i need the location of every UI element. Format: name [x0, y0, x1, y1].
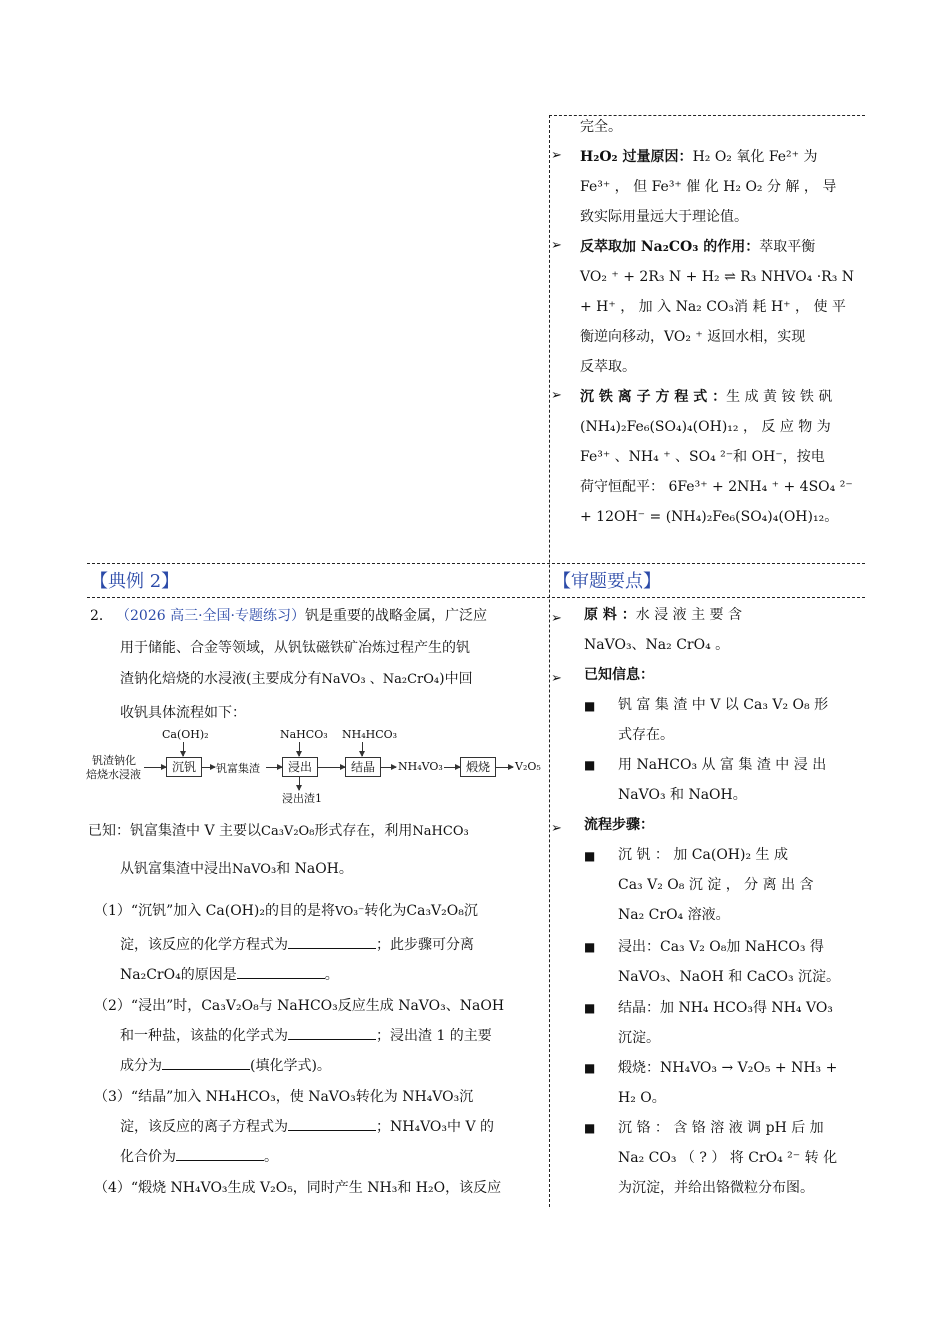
- example-header: 【典例 2】: [90, 571, 180, 592]
- arrow-bullet-icon: ➢: [551, 148, 562, 163]
- text-line: 完全。: [580, 119, 622, 135]
- flow-arrow: [266, 767, 282, 768]
- text-line: NaVO₃、NaOH 和 CaCO₃ 沉淀。: [618, 969, 841, 985]
- flow-intermediate: 钒富集渣: [216, 762, 260, 775]
- flow-intermediate: NH₄VO₃: [398, 760, 443, 773]
- text-line: H₂ O。: [618, 1090, 666, 1106]
- flow-arrow: [362, 742, 363, 756]
- square-bullet-icon: ■: [584, 699, 596, 713]
- flow-residue: 浸出渣1: [282, 792, 322, 805]
- text-line: NaVO₃ 和 NaOH。: [618, 787, 747, 803]
- text-line: 成分为 (填化学式)。: [120, 1058, 331, 1074]
- text-line: 收钒具体流程如下：: [120, 705, 246, 721]
- text-line: 淀，该反应的化学方程式为 ；此步骤可分离: [120, 937, 474, 953]
- text-line: 荷守恒配平： 6Fe³⁺ + 2NH₄ ⁺ + 4SO₄ ²⁻: [580, 479, 853, 495]
- sub-question-4: （4）“煅烧 NH₄VO₃生成 V₂O₅，同时产生 NH₃和 H₂O，该反应: [94, 1180, 502, 1196]
- flow-reagent: NaHCO₃: [280, 728, 328, 741]
- section-divider-top: [87, 563, 865, 564]
- square-bullet-icon: ■: [584, 849, 596, 863]
- text-line: Ca₃ V₂ O₈ 沉 淀 ， 分 离 出 含: [618, 877, 814, 893]
- fe-equation-point: 沉 铁 离 子 方 程 式 ：生 成 黄 铵 铁 矾: [580, 389, 833, 405]
- flow-arrow: [380, 767, 396, 768]
- text-line: + H⁺ ， 加 入 Na₂ CO₃消 耗 H⁺ ， 使 平: [580, 299, 846, 315]
- text-line: 沉 钒 ： 加 Ca(OH)₂ 生 成: [618, 847, 788, 863]
- flow-start-label: 钒渣钠化: [92, 754, 136, 767]
- text-line: 化合价为 。: [120, 1149, 278, 1165]
- text-line: Na₂ CrO₄ 溶液。: [618, 907, 730, 923]
- answer-blank[interactable]: [288, 936, 376, 949]
- h2o2-point: H₂O₂ 过量原因：H₂ O₂ 氧化 Fe²⁺ 为: [580, 149, 818, 165]
- text-line: 浸出：Ca₃ V₂ O₈加 NaHCO₃ 得: [618, 939, 824, 955]
- flow-step-leach: 浸出: [282, 757, 318, 777]
- text-line: 致实际用量远大于理论值。: [580, 209, 748, 225]
- answer-blank[interactable]: [176, 1148, 264, 1161]
- arrow-bullet-icon: ➢: [551, 388, 562, 403]
- square-bullet-icon: ■: [584, 758, 596, 772]
- text-line: 式存在。: [618, 727, 674, 743]
- square-bullet-icon: ■: [584, 1061, 596, 1075]
- process-flowchart: [86, 726, 546, 806]
- arrow-bullet-icon: ➢: [551, 821, 562, 836]
- text-line: 从钒富集渣中浸出NaVO₃和 NaOH。: [120, 861, 353, 877]
- answer-blank[interactable]: [162, 1057, 250, 1070]
- text-line: 渣钠化焙烧的水浸液(主要成分有NaVO₃ 、Na₂CrO₄)中回: [120, 671, 473, 687]
- answer-blank[interactable]: [288, 1027, 376, 1040]
- flow-step-calcine: 煅烧: [460, 757, 496, 777]
- flow-arrow: [183, 742, 184, 756]
- flow-product: V₂O₅: [515, 760, 541, 773]
- flow-arrow: [317, 767, 345, 768]
- text-line: 结晶：加 NH₄ HCO₃得 NH₄ VO₃: [618, 1000, 833, 1016]
- flow-arrow: [299, 742, 300, 756]
- flow-arrow: [144, 767, 166, 768]
- flow-reagent: NH₄HCO₃: [342, 728, 398, 741]
- text-line: 淀，该反应的离子方程式为 ；NH₄VO₃中 V 的: [120, 1119, 495, 1135]
- section-divider-bottom: [87, 597, 865, 598]
- sub-question-3: （3）“结晶”加入 NH₄HCO₃，使 NaVO₃转化为 NH₄VO₃沉: [94, 1089, 474, 1105]
- text-line: Na₂CrO₄的原因是 。: [120, 967, 339, 983]
- text-line: 钒 富 集 渣 中 V 以 Ca₃ V₂ O₈ 形: [618, 697, 829, 713]
- text-line: 为沉淀，并给出铬微粒分布图。: [618, 1180, 814, 1196]
- raw-material-point: 原 料 ：水 浸 液 主 要 含: [584, 607, 743, 623]
- text-line: 用于储能、合金等领域，从钒钛磁铁矿冶炼过程产生的钒: [120, 640, 470, 656]
- arrow-bullet-icon: ➢: [551, 238, 562, 253]
- known-head: 已知信息：: [584, 667, 654, 683]
- text-line: Na₂ CO₃ （ ? ） 将 CrO₄ ²⁻ 转 化: [618, 1150, 838, 1166]
- flow-steps-head: 流程步骤：: [584, 817, 654, 833]
- flow-arrow: [201, 767, 215, 768]
- arrow-bullet-icon: ➢: [551, 611, 562, 626]
- flow-reagent: Ca(OH)₂: [162, 728, 209, 741]
- text-line: (NH₄)₂Fe₆(SO₄)₄(OH)₁₂ ， 反 应 物 为: [580, 419, 831, 435]
- question-intro: （2026 高三·全国·专题练习）钒是重要的战略金属，广泛应: [116, 608, 487, 624]
- text-line: + 12OH⁻ = (NH₄)₂Fe₆(SO₄)₄(OH)₁₂。: [580, 509, 839, 525]
- flow-arrow: [444, 767, 460, 768]
- square-bullet-icon: ■: [584, 940, 596, 954]
- text-line: VO₂ ⁺ + 2R₃ N + H₂ ⇌ R₃ NHVO₄ ·R₃ N: [580, 269, 855, 285]
- flow-start-label: 焙烧水浸液: [86, 768, 141, 781]
- text-line: 沉 铬 ： 含 铬 溶 液 调 pH 后 加: [618, 1120, 824, 1136]
- arrow-bullet-icon: ➢: [551, 671, 562, 686]
- text-line: NaVO₃、Na₂ CrO₄ 。: [584, 637, 730, 653]
- flow-arrow: [299, 776, 300, 790]
- column-divider: [549, 115, 550, 1207]
- text-line: 衡逆向移动，VO₂ ⁺ 返回水相，实现: [580, 329, 806, 345]
- text-line: Fe³⁺ ， 但 Fe³⁺ 催 化 H₂ O₂ 分 解 ， 导: [580, 179, 837, 195]
- text-line: 反萃取。: [580, 359, 636, 375]
- square-bullet-icon: ■: [584, 1001, 596, 1015]
- key-points-header: 【审题要点】: [553, 571, 661, 592]
- text-line: 用 NaHCO₃ 从 富 集 渣 中 浸 出: [618, 757, 827, 773]
- text-line: 和一种盐，该盐的化学式为 ；浸出渣 1 的主要: [120, 1028, 492, 1044]
- text-line: Fe³⁺ 、NH₄ ⁺ 、SO₄ ²⁻和 OH⁻，按电: [580, 449, 825, 465]
- question-number: 2．: [90, 608, 113, 624]
- flow-step-crystallize: 结晶: [345, 757, 381, 777]
- back-extraction-point: 反萃取加 Na₂CO₃ 的作用：萃取平衡: [580, 239, 816, 255]
- text-line: 煅烧：NH₄VO₃ → V₂O₅ + NH₃ +: [618, 1060, 838, 1076]
- flow-step-precipitate-v: 沉钒: [166, 757, 202, 777]
- answer-blank[interactable]: [288, 1118, 376, 1131]
- flow-arrow: [495, 767, 513, 768]
- square-bullet-icon: ■: [584, 1121, 596, 1135]
- text-line: 沉淀。: [618, 1030, 660, 1046]
- known-info: 已知：钒富集渣中 V 主要以Ca₃V₂O₈形式存在，利用NaHCO₃: [88, 823, 469, 839]
- sub-question-2: （2）“浸出”时，Ca₃V₂O₈与 NaHCO₃反应生成 NaVO₃、NaOH: [94, 998, 505, 1014]
- answer-blank[interactable]: [237, 966, 325, 979]
- sub-question-1: （1）“沉钒”加入 Ca(OH)₂的目的是将VO₃⁻转化为Ca₃V₂O₈沉: [94, 903, 478, 919]
